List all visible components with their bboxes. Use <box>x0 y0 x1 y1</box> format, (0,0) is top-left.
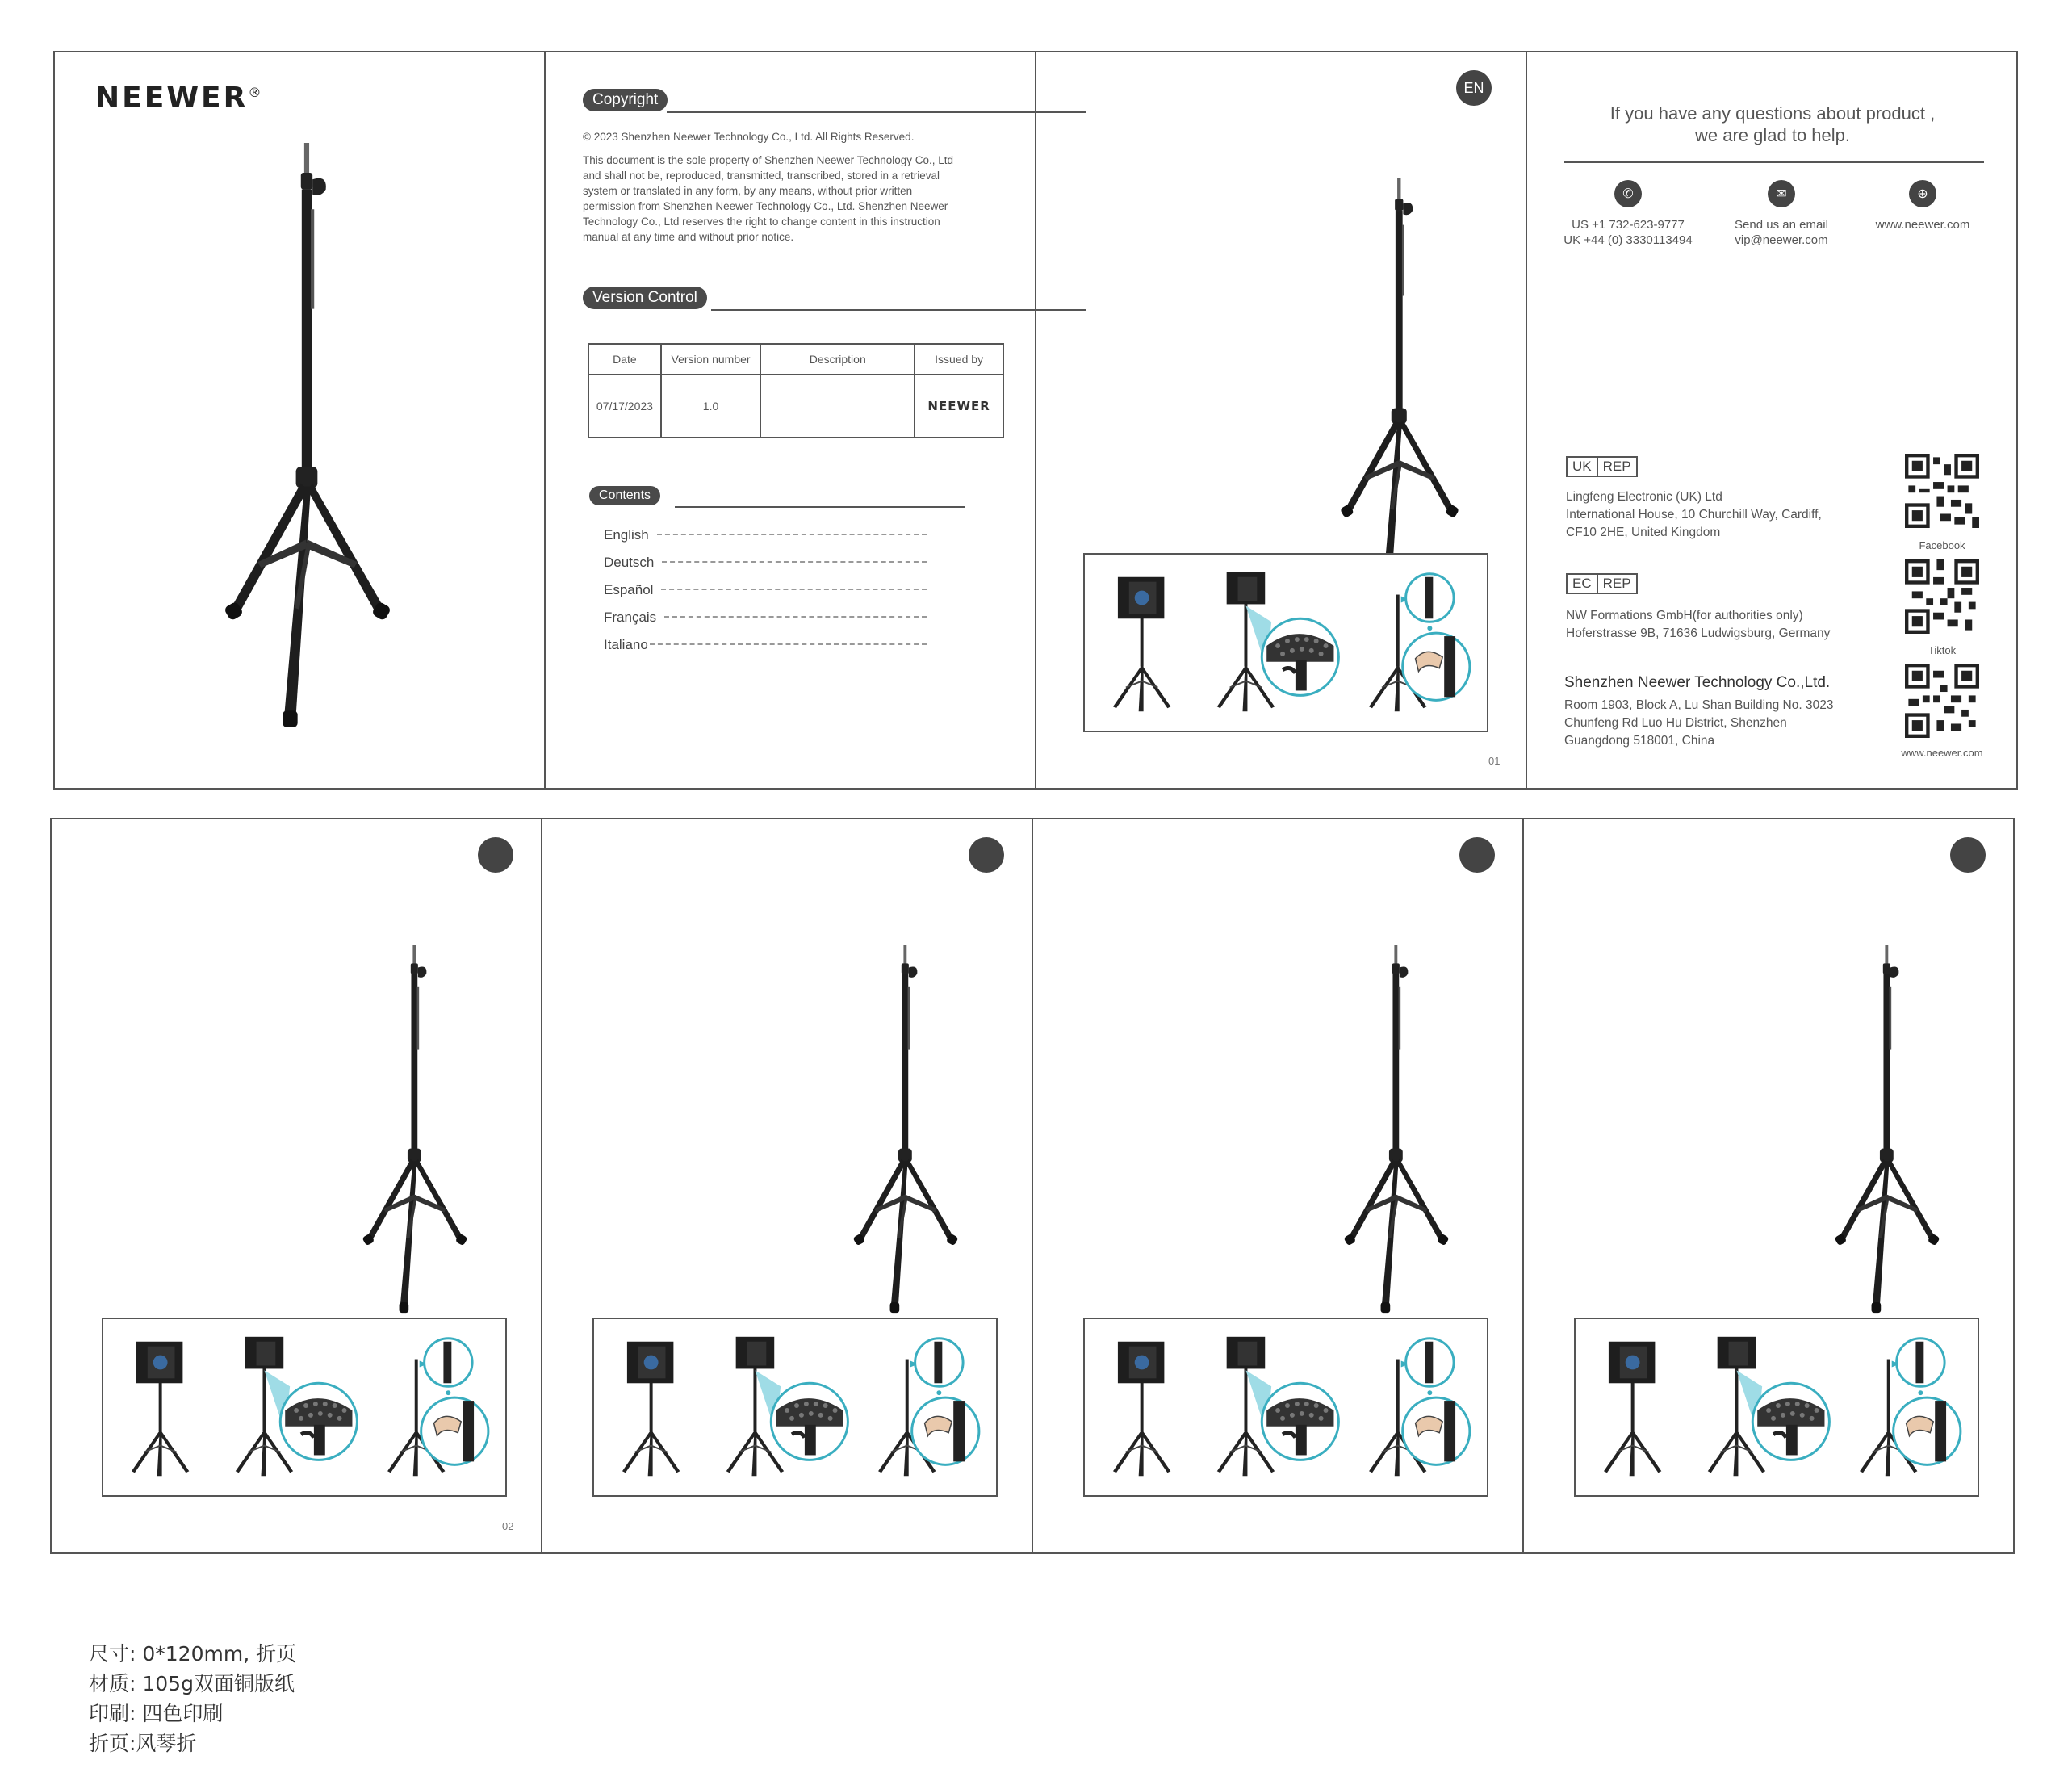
facebook-qr-label: Facebook <box>1919 539 1965 551</box>
copyright-heading: Copyright <box>583 89 668 111</box>
contact-rule <box>1564 161 1984 163</box>
toc-item-italiano[interactable]: Italiano <box>604 637 927 664</box>
version-control-table <box>588 343 1004 438</box>
tripod-stand-image <box>1802 945 1972 1316</box>
copyright-rule <box>667 111 1086 113</box>
table-of-contents <box>604 527 927 664</box>
spec-printing: 印刷: 四色印刷 <box>89 1702 224 1725</box>
email-contact[interactable]: ✉ Send us an email vip@neewer.com <box>1713 180 1850 248</box>
table-header-row <box>588 344 1003 375</box>
toc-item-deutsch[interactable]: Deutsch <box>604 555 927 582</box>
tripod-stand-image <box>1315 178 1484 597</box>
company-address: Shenzhen Neewer Technology Co.,Ltd. Room 1903, Block A, Lu Shan Building No. 3023 Chunfeng Rd Luo Hu District, Shenzhen Guangdong 518001, China <box>1564 674 1834 748</box>
page-number: 02 <box>502 1520 514 1532</box>
phone-contact[interactable]: ✆ US +1 732-623-9777 UK +44 (0) 3330113494 <box>1551 180 1705 248</box>
tripod-stand-image <box>821 945 990 1316</box>
email-icon: ✉ <box>1768 180 1795 207</box>
version-control-rule <box>711 309 1086 311</box>
language-page-2 <box>542 819 1033 1552</box>
language-badge <box>478 837 513 873</box>
language-badge <box>969 837 1004 873</box>
spec-size: 尺寸: 0*120mm, 折页 <box>89 1642 297 1666</box>
column-header: Date <box>588 344 661 375</box>
english-page <box>1036 52 1527 788</box>
contents-heading: Contents <box>589 486 660 505</box>
uk-rep-address: Lingfeng Electronic (UK) Ltd International House, 10 Churchill Way, Cardiff, CF10 2HE, United Kingdom <box>1566 490 1822 539</box>
column-header: Issued by <box>915 344 1003 375</box>
toc-item-english[interactable]: English <box>604 527 927 555</box>
issued-by-cell: NEEWER <box>915 375 1003 438</box>
toc-item-francais[interactable]: Français <box>604 610 927 637</box>
tripod-stand-image <box>190 143 425 732</box>
language-badge <box>1950 837 1986 873</box>
cover-panel <box>55 52 546 788</box>
table-row <box>588 375 1003 438</box>
copyright-notice: © 2023 Shenzhen Neewer Technology Co., Ltd. All Rights Reserved. <box>583 131 915 143</box>
language-badge: EN <box>1456 70 1492 106</box>
date-cell: 07/17/2023 <box>588 375 661 438</box>
website-qr-code[interactable] <box>1905 664 1979 738</box>
page-number: 01 <box>1488 755 1501 767</box>
version-cell: 1.0 <box>661 375 760 438</box>
tiktok-qr-label: Tiktok <box>1928 644 1957 656</box>
version-control-heading: Version Control <box>583 287 707 309</box>
top-sheet <box>53 51 2018 790</box>
copyright-panel <box>546 52 1036 788</box>
usage-illustration <box>1574 1318 1979 1497</box>
website-contact[interactable]: ⊕ www.neewer.com <box>1858 180 1987 233</box>
spec-fold: 折页:风琴折 <box>89 1732 197 1755</box>
language-page-3 <box>1033 819 1524 1552</box>
facebook-qr-code[interactable] <box>1905 454 1979 528</box>
contact-panel <box>1527 52 2016 788</box>
description-cell <box>760 375 915 438</box>
language-page-4 <box>1524 819 2013 1552</box>
tiktok-qr-code[interactable] <box>1905 559 1979 634</box>
bottom-sheet <box>50 818 2015 1554</box>
globe-icon: ⊕ <box>1909 180 1936 207</box>
ec-rep-address: NW Formations GmbH(for authorities only) Hoferstrasse 9B, 71636 Ludwigsburg, Germany <box>1566 609 1831 640</box>
language-badge <box>1459 837 1495 873</box>
usage-illustration <box>1083 553 1488 732</box>
copyright-body: This document is the sole property of Shenzhen Neewer Technology Co., Ltd and shall not be, reproduced, transmitted, transcribed, stored in a retrieval system or translated in any form, by any means, without prior written permission from Shenzhen Neewer Technology Co., Ltd. Shenzhen Neewer Technology Co., Ltd reserves the right to change content in this instruction manual at any time and without prior notice. <box>583 154 954 243</box>
column-header: Description <box>760 344 915 375</box>
spec-material: 材质: 105g双面铜版纸 <box>89 1672 295 1695</box>
ec-rep-tag: EC REP <box>1566 573 1638 594</box>
website-qr-label: www.neewer.com <box>1901 747 1983 759</box>
phone-icon: ✆ <box>1614 180 1642 207</box>
usage-illustration <box>102 1318 507 1497</box>
tripod-stand-image <box>330 945 500 1316</box>
contact-heading: If you have any questions about product , we are glad to help. <box>1609 103 1936 145</box>
tripod-stand-image <box>1312 945 1481 1316</box>
neewer-logo: NEEWER® <box>95 82 262 115</box>
usage-illustration <box>1083 1318 1488 1497</box>
usage-illustration <box>592 1318 998 1497</box>
contents-rule <box>675 506 965 508</box>
print-spec-note <box>89 1639 296 1758</box>
uk-rep-tag: UK REP <box>1566 456 1638 477</box>
column-header: Version number <box>661 344 760 375</box>
language-page-1 <box>52 819 542 1552</box>
toc-item-espanol[interactable]: Español <box>604 582 927 610</box>
